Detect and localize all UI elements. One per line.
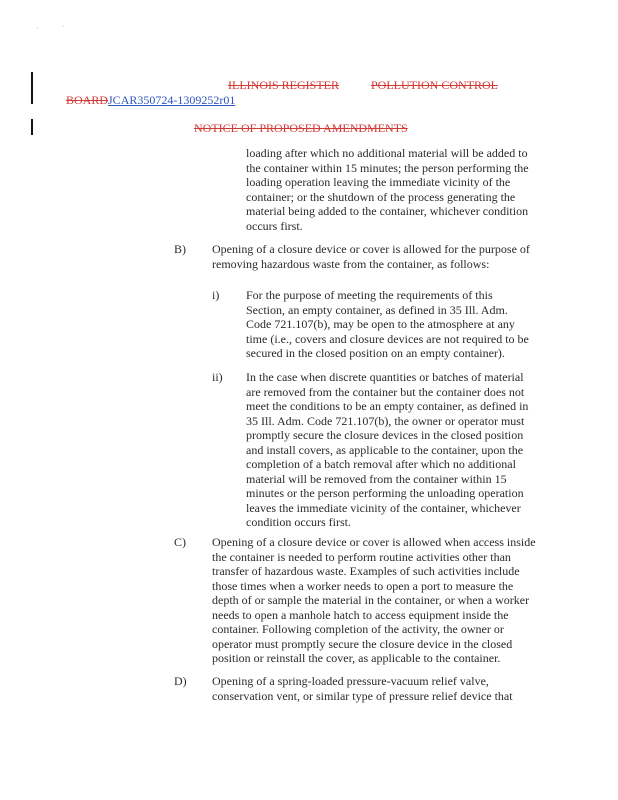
scan-speck: · (36, 24, 39, 33)
text-line: the container within 15 minutes; the person performing the (246, 160, 529, 175)
register-title: ILLINOIS REGISTER (228, 78, 339, 92)
item-b-ii-marker: ii) (212, 370, 223, 384)
text-line: completion of a batch removal after which no additional (246, 457, 516, 471)
text-line: time (i.e., covers and closure devices are not required to be (246, 331, 529, 346)
text-line: Section, an empty container, as defined in 35 Ill. Adm. (246, 302, 508, 317)
text-line: depth of or sample the material in the container, or when a worker (212, 593, 530, 607)
text-line: Opening of a closure device or cover is allowed for the purpose of (212, 242, 530, 256)
header-line-2 (66, 93, 235, 108)
text-line: are removed from the container but the container does not (246, 384, 525, 399)
item-c-text (212, 535, 536, 666)
item-d-text (212, 674, 513, 703)
scan-speck: · (62, 22, 65, 31)
text-line: and install covers, as applicable to the container, upon the (246, 442, 524, 457)
notice-title: NOTICE OF PROPOSED AMENDMENTS (194, 121, 408, 135)
text-line: 35 Ill. Adm. Code 721.107(b), the owner or operator must (246, 413, 525, 428)
item-b-ii-text (246, 370, 528, 530)
text-line: material being added to the container, whichever condition (246, 204, 529, 218)
item-b-i-marker: i) (212, 288, 220, 302)
continuation-paragraph (246, 146, 529, 233)
text-line: For the purpose of meeting the requirements of this (246, 288, 493, 302)
revision-bar (31, 72, 33, 104)
text-line: Opening of a closure device or cover is allowed when access inside (212, 535, 536, 549)
text-line: those times when a worker needs to open a port to measure the (212, 578, 514, 593)
text-line: position or reinstall the cover, as applicable to the container. (212, 651, 501, 665)
agency-name: POLLUTION CONTROL (371, 78, 498, 92)
text-line: container; or the shutdown of the process generating the (246, 189, 516, 204)
text-line: removing hazardous waste from the container, as follows: (212, 256, 490, 271)
text-line: material will be removed from the container within 15 (246, 471, 507, 486)
text-line: loading after which no additional material will be added to (246, 146, 528, 160)
text-line: transfer of hazardous waste. Examples of such activities include (212, 564, 520, 578)
text-line: container. Following completion of the activity, the owner or (212, 622, 504, 636)
text-line: promptly secure the closure devices in the closed position (246, 428, 524, 442)
text-line: Opening of a spring-loaded pressure-vacuum relief valve, (212, 674, 489, 688)
jcar-code: JCAR350724-1309252r01 (108, 93, 236, 107)
text-line: the container is needed to perform routine activities other than (212, 549, 511, 564)
item-d-marker: D) (174, 674, 187, 688)
text-line: condition occurs first. (246, 515, 351, 529)
item-b-text (212, 242, 530, 271)
text-line: operator must promptly secure the closure device in the closed (212, 636, 513, 651)
item-b-marker: B) (174, 242, 186, 256)
agency-name-tail: BOARD (66, 93, 109, 107)
text-line: In the case when discrete quantities or batches of material (246, 370, 524, 384)
revision-bar (31, 119, 33, 135)
text-line: leaves the immediate vicinity of the container, whichever (246, 500, 521, 515)
item-c-marker: C) (174, 535, 186, 549)
text-line: minutes or the person performing the unloading operation (246, 486, 524, 500)
item-b-i-text (246, 288, 529, 361)
text-line: loading operation leaving the immediate vicinity of the (246, 175, 511, 189)
text-line: needs to open a manhole hatch to access equipment inside the (212, 607, 509, 622)
text-line: conservation vent, or similar type of pressure relief device that (212, 688, 513, 703)
text-line: Code 721.107(b), may be open to the atmosphere at any (246, 317, 515, 331)
header-line (228, 78, 339, 93)
text-line: occurs first. (246, 218, 303, 233)
text-line: secured in the closed position on an empty container). (246, 346, 505, 360)
header-agency (371, 78, 498, 93)
text-line: meet the conditions to be an empty container, as defined in (246, 399, 529, 413)
